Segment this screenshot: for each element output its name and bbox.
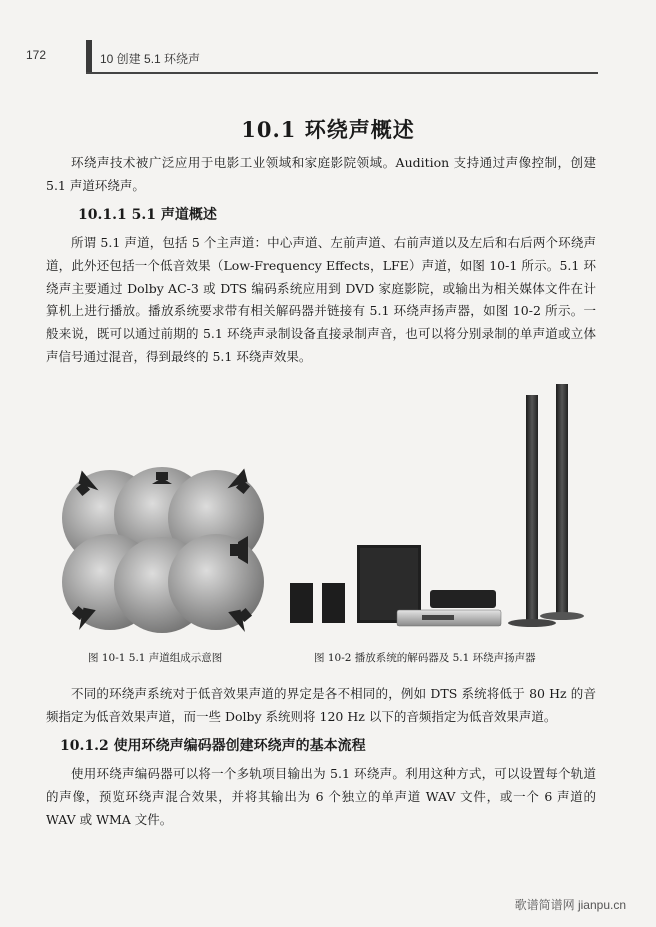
tall-speaker-right-icon [540, 384, 584, 620]
satellite-speaker-icon [322, 583, 345, 623]
chapter-title: 10 创建 5.1 环绕声 [100, 52, 201, 66]
lfe-paragraph: 不同的环绕声系统对于低音效果声道的界定是各不相同的，例如 DTS 系统将低于 80 Hz 的音频指定为低音效果声道，而一些 Dolby 系统则将 120 Hz 以下的音频指定为低音效果声道。 [46, 686, 596, 724]
speaker-system-figure [282, 380, 592, 640]
center-speaker-icon [430, 590, 496, 608]
channel-diagram-figure [58, 460, 274, 635]
subsection-title-1: 10.1.1 5.1 声道概述 [78, 207, 217, 223]
page-number: 172 [26, 48, 47, 62]
decoder-receiver-icon [397, 610, 501, 626]
figure-caption-2: 图 10-2 播放系统的解码器及 5.1 环绕声扬声器 [314, 652, 536, 664]
tall-speaker-left-icon [508, 395, 556, 627]
intro-paragraph: 环绕声技术被广泛应用于电影工业领域和家庭影院领域。Audition 支持通过声像控制，创建 5.1 声道环绕声。 [46, 155, 596, 193]
satellite-speaker-icon [290, 583, 313, 623]
figure-caption-1: 图 10-1 5.1 声道组成示意图 [88, 652, 223, 664]
subsection-paragraph-1: 所谓 5.1 声道，包括 5 个主声道：中心声道、左前声道、右前声道以及左后和右后两个环绕声道，此外还包括一个低音效果（Low-Frequency Effects，LFE）声道，如图 10-1 所示。5.1 环绕声主要通过 Dolby AC-3 或 DTS 编码系统应用到 DVD 家庭影院，或输出为相关媒体文件在计算机上进行播放。播放系统要求带有相关解码器并链接有 5.1 环绕声扬声器，如图 10-2 所示。一般来说，既可以通过前期的 5.1 环绕声录制设备直接录制声音，也可以将分别录制的单声道或立体声信号通过混音，得到最终的 5.1 环绕声效果。 [46, 235, 596, 364]
subsection-title-2: 10.1.2 使用环绕声编码器创建环绕声的基本流程 [60, 738, 366, 754]
watermark: 歌谱简谱网 jianpu.cn [514, 898, 626, 912]
section-title: 10.1 环绕声概述 [241, 117, 415, 142]
header-bar [86, 40, 92, 72]
header-rule [86, 72, 598, 74]
subsection-paragraph-2: 使用环绕声编码器可以将一个多轨项目输出为 5.1 环绕声。利用这种方式，可以设置每个轨道的声像，预览环绕声混合效果，并将其输出为 6 个独立的单声道 WAV 文件，或一个 6 声道的 WAV 或 WMA 文件。 [46, 766, 596, 827]
